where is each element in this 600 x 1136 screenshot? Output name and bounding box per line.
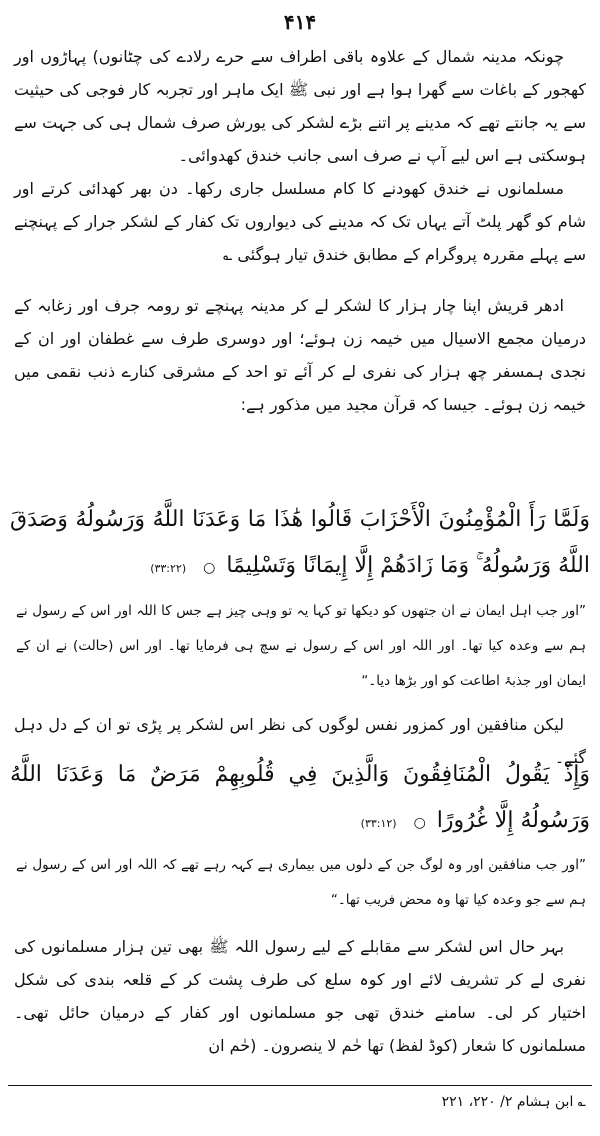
page-number: ۴۱۴: [283, 10, 317, 34]
quran-verse-1: [10, 497, 590, 592]
quran-verse-1-text: وَلَمَّا رَأَ الْمُؤْمِنُونَ الْأَحْزَابَ قَالُوا هَٰذَا مَا وَعَدَنَا اللَّهُ وَرَسُولُهُ وَصَدَقَ اللَّهُ وَرَسُولُهُ ۚ وَمَا زَادَهُمْ إِلَّا إِيمَانًا وَتَسْلِيمًا: [10, 507, 590, 578]
paragraph-4: لیکن منافقین اور کمزور نفس لوگوں کی نظر اس لشکر پر پڑی تو ان کے دل دہل گئے۔: [14, 715, 586, 767]
paragraph-1: چونکہ مدینہ شمال کے علاوہ باقی اطراف سے حرے رلادے کی چٹانوں) پہاڑوں اور کھجور کے باغات سے گھرا ہوا ہے اور نبی ﷺ ایک ماہر اور تجربہ کار فوجی کی حیثیت سے یہ جانتے تھے کہ مدینے پر اتنے بڑے لشکر کی یورش صرف شمال ہی کی جہت سے ہوسکتی ہے اس لیے آپ نے صرف اسی جانب خندق کھدوائی۔: [14, 47, 586, 165]
footnote-divider: [8, 1085, 592, 1086]
paragraph-5: بہر حال اس لشکر سے مقابلے کے لیے رسول اللہ ﷺ بھی تین ہزار مسلمانوں کی نفری لے کر تشریف لائے اور کوہ سلع کی طرف پشت کر کے قلعہ بندی کی شکل اختیار کر لی۔ سامنے خندق تھی جو مسلمانوں اور کفار کے درمیان حائل تھی۔ مسلمانوں کا شعار (کوڈ لفظ) تھا حٰم لا ینصرون۔ (حٰم ان: [14, 937, 586, 1055]
paragraph-2: مسلمانوں نے خندق کھودنے کا کام مسلسل جاری رکھا۔ دن بھر کھدائی کرتے اور شام کو گھر پلٹ آتے یہاں تک کہ مدینے کی دیواروں تک کفار کے لشکر جرار کے پہنچنے سے پہلے مقررہ پروگرام کے مطابق خندق تیار ہوگئی ؎: [14, 179, 586, 264]
quran-verse-2-reference: (۳۳:۱۲): [360, 817, 397, 830]
verse-end-marker-icon: ○: [413, 815, 426, 831]
translation-2: ”اور جب منافقین اور وہ لوگ جن کے دلوں میں بیماری ہے کہہ رہے تھے کہ اللہ اور اس کے رسول نے ہم سے جو وعدہ کیا تھا وہ محض فریب تھا۔“: [16, 857, 586, 908]
verse-end-marker-icon: ○: [203, 560, 216, 576]
body-section-1: [14, 40, 586, 421]
paragraph-3: ادھر قریش اپنا چار ہزار کا لشکر لے کر مدینہ پہنچے تو رومہ جرف اور زغابہ کے درمیان مجمع الاسیال میں خیمہ زن ہوئے؛ اور دوسری طرف سے غطفان اور ان کے نجدی ہمسفر چھ ہزار کی نفری لے کر آئے تو احد کے مشرقی کنارے ذنب نقمی میں خیمہ زن ہوئے۔ جیسا کہ قرآن مجید میں مذکور ہے:: [14, 296, 586, 414]
body-section-3: [14, 930, 586, 1062]
quran-verse-1-reference: (۳۳:۲۲): [150, 562, 187, 575]
quran-verse-2: [10, 752, 590, 847]
translation-1: ”اور جب اہل ایمان نے ان جتھوں کو دیکھا تو کہا یہ تو وہی چیز ہے جس کا اللہ اور اس کے رسول نے ہم سے وعدہ کیا تھا۔ اور اللہ اور اس کے رسول نے سچ ہی فرمایا تھا۔ اور اس (حالت) نے ان کے ایمان اور جذبۂ اطاعت کو اور بڑھا دیا۔“: [16, 603, 586, 689]
footnote: ؎ ابن ہشام ۲/ ۲۲۰، ۲۲۱: [441, 1094, 586, 1110]
quran-verse-2-text: وَإِذْ يَقُولُ الْمُنَافِقُونَ وَالَّذِينَ فِي قُلُوبِهِمْ مَرَضٌ مَا وَعَدَنَا اللَّهُ وَرَسُولُهُ إِلَّا غُرُورًا: [10, 762, 590, 833]
